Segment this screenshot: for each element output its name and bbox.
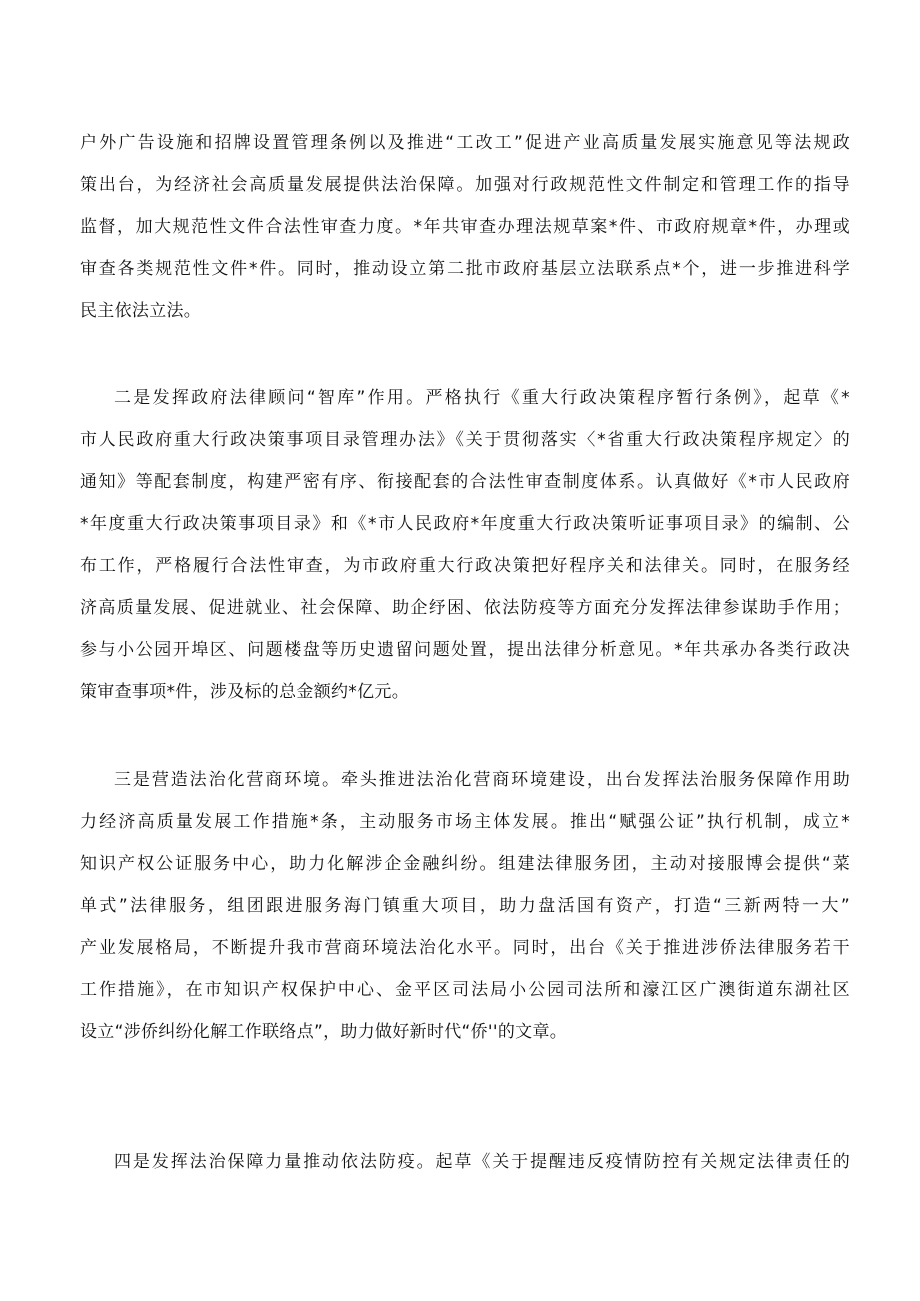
text-line: 策出台，为经济社会高质量发展提供法治保障。加强对行政规范性文件制定和管理工作的指导 [80, 175, 850, 195]
text-line: 参与小公园开埠区、问题楼盘等历史遗留问题处置，提出法律分析意见。*年共承办各类行政决 [80, 640, 850, 660]
paragraph-epidemic-prevention [80, 1141, 850, 1183]
text-line: 知识产权公证服务中心，助力化解涉企金融纠纷。组建法律服务团，主动对接服博会提供“菜 [80, 854, 850, 874]
text-line: 审查各类规范性文件*件。同时，推动设立第二批市政府基层立法联系点*个，进一步推进科学 [80, 259, 850, 279]
text-line: 通知》等配套制度，构建严密有序、衔接配套的合法性审查制度体系。认真做好《*市人民政府 [80, 472, 850, 492]
text-line: 监督，加大规范性文件合法性审查力度。*年共审查办理法规草案*件、市政府规章*件，办理或 [80, 217, 850, 237]
text-line: 市人民政府重大行政决策事项目录管理办法》《关于贯彻落实〈*省重大行政决策程序规定〉的 [80, 430, 850, 450]
text-line: 力经济高质量发展工作措施*条，主动服务市场主体发展。推出“赋强公证”执行机制，成立* [80, 812, 850, 832]
text-line: 工作措施》，在市知识产权保护中心、金平区司法局小公园司法所和濠江区广澳街道东湖社区 [80, 980, 850, 1000]
text-line: 三是营造法治化营商环境。牵头推进法治化营商环境建设，出台发挥法治服务保障作用助 [114, 770, 850, 790]
text-line: 济高质量发展、促进就业、社会保障、助企纾困、依法防疫等方面充分发挥法律参谋助手作用； [80, 598, 850, 618]
text-line: *年度重大行政决策事项目录》和《*市人民政府*年度重大行政决策听证事项目录》的编制、公 [80, 514, 850, 534]
paragraph-legal-advisor [80, 377, 850, 713]
text-line: 单式”法律服务，组团跟进服务海门镇重大项目，助力盘活国有资产，打造“三新两特一大” [80, 896, 850, 916]
text-line: 产业发展格局，不断提升我市营商环境法治化水平。同时，出台《关于推进涉侨法律服务若干 [80, 938, 850, 958]
text-line: 民主依法立法。 [80, 301, 202, 321]
text-line: 布工作，严格履行合法性审查，为市政府重大行政决策把好程序关和法律关。同时，在服务经 [80, 556, 850, 576]
text-line: 设立“涉侨纠纷化解工作联络点”，助力做好新时代“侨''的文章。 [80, 1022, 568, 1042]
paragraph-business-environment [80, 759, 850, 1053]
paragraph-legislation [80, 122, 850, 332]
text-line: 四是发挥法治保障力量推动依法防疫。起草《关于提醒违反疫情防控有关规定法律责任的 [114, 1152, 850, 1172]
text-line: 策审查事项*件，涉及标的总金额约*亿元。 [80, 682, 409, 702]
text-line: 二是发挥政府法律顾问“智库”作用。严格执行《重大行政决策程序暂行条例》，起草《* [114, 388, 850, 408]
text-line: 户外广告设施和招牌设置管理条例以及推进“工改工”促进产业高质量发展实施意见等法规政 [80, 133, 850, 153]
